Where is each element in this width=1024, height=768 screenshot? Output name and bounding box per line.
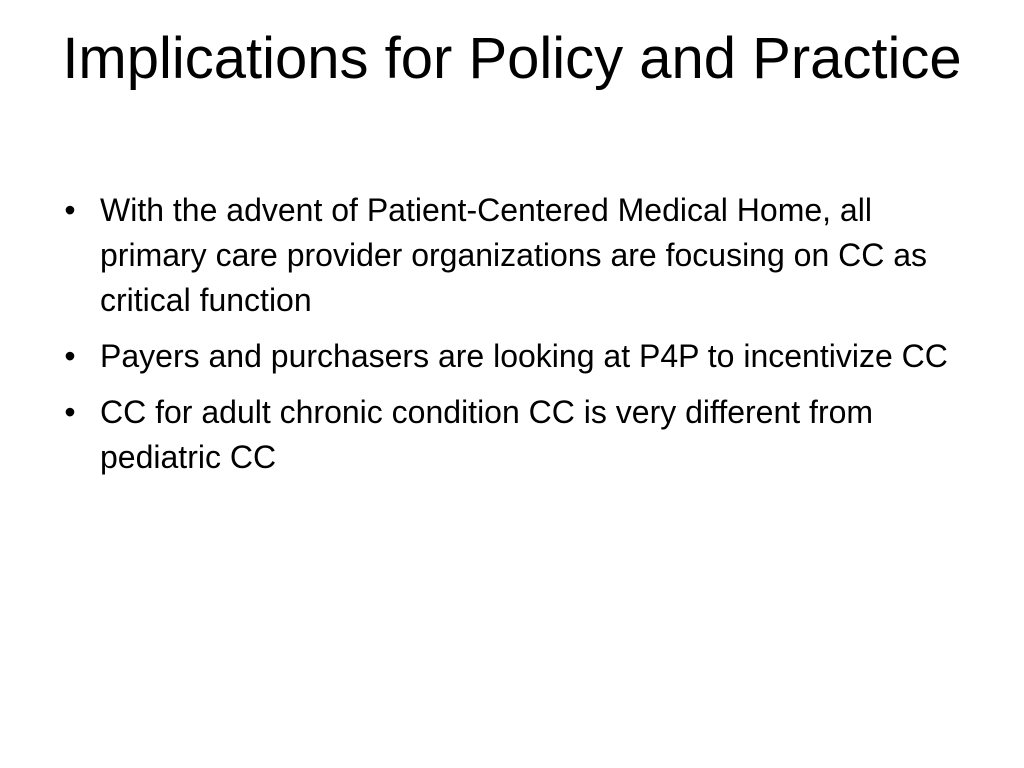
bullet-item [60,188,960,323]
bullet-text: Payers and purchasers are looking at P4P to incentivize CC [100,338,948,374]
bullet-marker: • [64,338,76,374]
bullet-marker: • [64,192,76,228]
bullet-list [60,188,960,491]
bullet-item [60,334,960,379]
bullet-item [60,390,960,480]
bullet-marker: • [64,394,76,430]
bullet-text: With the advent of Patient-Centered Medical Home, all primary care provider organizations are focusing on CC as critical function [100,192,928,318]
slide-title: Implications for Policy and Practice [62,26,962,91]
bullet-text: CC for adult chronic condition CC is very different from pediatric CC [100,394,874,475]
